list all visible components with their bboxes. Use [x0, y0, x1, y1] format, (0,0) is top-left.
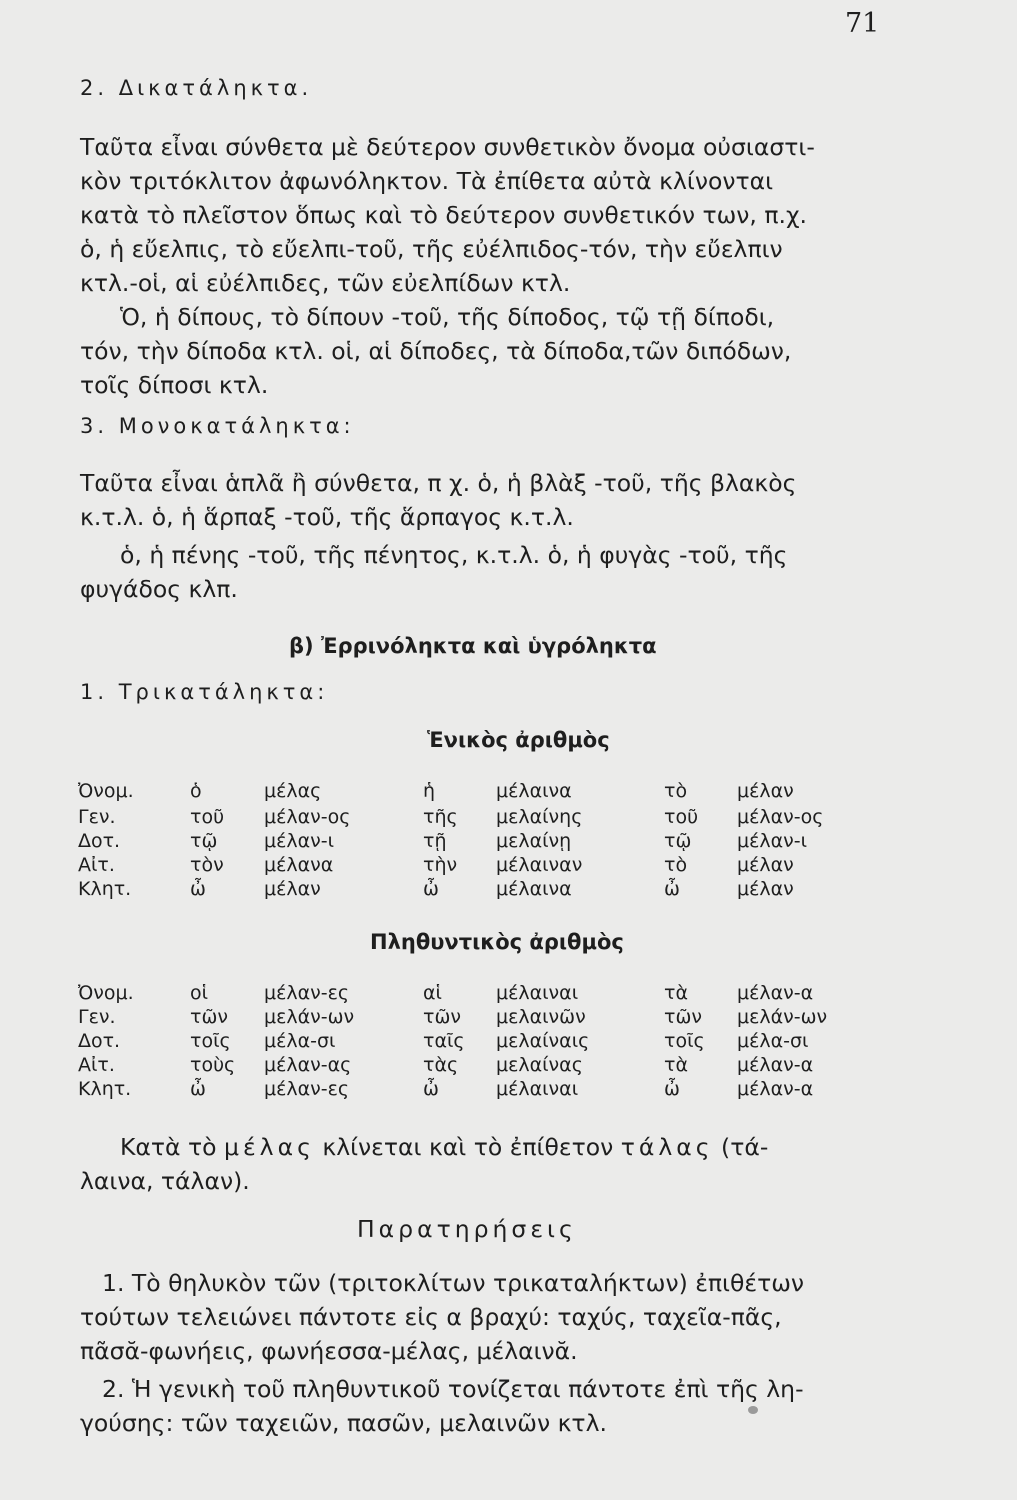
neut-form: μέλαν	[737, 878, 794, 900]
neut-article: τὸ	[664, 854, 688, 876]
ink-spot	[748, 1406, 758, 1414]
observations-heading: Παρατηρήσεις	[357, 1215, 577, 1243]
singular-row-genitive	[0, 806, 1017, 829]
fem-article: τῶν	[423, 1006, 461, 1028]
fem-article: αἱ	[423, 982, 442, 1004]
section-3-line-1: Ταῦτα εἶναι ἁπλᾶ ἢ σύνθετα, π χ. ὁ, ἡ βλὰξ -τοῦ, τῆς βλακὸς	[80, 469, 797, 497]
masc-article: τοὺς	[190, 1054, 236, 1076]
plural-title: Πληθυντικὸς ἀριθμὸς	[370, 930, 624, 954]
observation-line-5: γούσης: τῶν ταχειῶν, πασῶν, μελαινῶν κτλ.	[80, 1409, 607, 1437]
masc-form: μέλα-σι	[264, 1030, 336, 1052]
masc-article: οἱ	[190, 982, 209, 1004]
neut-form: μέλαν	[737, 780, 794, 802]
fem-form: μέλαιναν	[496, 854, 583, 876]
masc-form: μέλαν	[264, 878, 321, 900]
plural-row-vocative	[0, 1078, 1017, 1101]
observation-line-2: τούτων τελειώνει πάντοτε εἰς α βραχύ: ταχύς, ταχεῖα-πᾶς,	[80, 1303, 782, 1331]
masc-form: μέλαν-ι	[264, 830, 335, 852]
neut-article: τὸ	[664, 780, 688, 802]
plural-row-genitive	[0, 1006, 1017, 1029]
neut-article: τοῦ	[664, 806, 699, 828]
fem-form: μέλαινα	[496, 878, 572, 900]
neut-article: τὰ	[664, 982, 688, 1004]
section-2-line-6: Ὁ, ἡ δίπους, τὸ δίπουν -τοῦ, τῆς δίποδος, τῷ τῇ δίποδι,	[120, 303, 775, 331]
neut-form: μέλαν-α	[737, 1078, 814, 1100]
fem-article: τῆς	[423, 806, 458, 828]
fem-form: μελαινῶν	[496, 1006, 586, 1028]
masc-form: μέλαν-ες	[264, 1078, 350, 1100]
fem-form: μελαίναις	[496, 1030, 590, 1052]
observation-line-4: 2. Ἡ γενικὴ τοῦ πληθυντικοῦ τονίζεται πάντοτε ἐπὶ τῆς λη-	[102, 1375, 804, 1403]
fem-form: μέλαιναι	[496, 982, 579, 1004]
fem-article: τῇ	[423, 830, 447, 852]
neut-form: μέλαν-α	[737, 1054, 814, 1076]
fem-form: μελαίνῃ	[496, 830, 572, 852]
fem-article: ἡ	[423, 780, 436, 802]
singular-row-vocative	[0, 878, 1017, 901]
talas-line-2: λαινα, τάλαν).	[80, 1167, 250, 1195]
singular-title: Ἑνικὸς ἀριθμὸς	[427, 728, 610, 752]
fem-form: μελαίνης	[496, 806, 583, 828]
section-2-heading: 2. Δικατάληκτα.	[80, 76, 313, 100]
section-3-heading: 3. Μονοκατάληκτα:	[80, 414, 355, 438]
masc-article: τοῦ	[190, 806, 225, 828]
masc-article: τῶν	[190, 1006, 228, 1028]
masc-form: μέλαν-ας	[264, 1054, 352, 1076]
masc-form: μέλαν-ες	[264, 982, 350, 1004]
singular-row-nominative	[0, 780, 1017, 803]
fem-article: ὦ	[423, 1078, 439, 1100]
observation-line-3: πᾶσᾰ-φωνήεις, φωνήεσσα-μέλας, μέλαινᾰ.	[80, 1337, 578, 1365]
neut-article: τῶν	[664, 1006, 702, 1028]
case-label: Αἰτ.	[78, 1054, 115, 1076]
masc-article: τὸν	[190, 854, 224, 876]
observation-line-1: 1. Τὸ θηλυκὸν τῶν (τριτοκλίτων τρικαταλήκτων) ἐπιθέτων	[102, 1269, 805, 1297]
masc-form: μέλανα	[264, 854, 334, 876]
section-3-line-3: ὁ, ἡ πένης -τοῦ, τῆς πένητος, κ.τ.λ. ὁ, ἡ φυγὰς -τοῦ, τῆς	[120, 541, 788, 569]
talas-word-melas: μέλας	[224, 1133, 315, 1161]
case-label: Γεν.	[78, 1006, 116, 1028]
fem-article: τὰς	[423, 1054, 459, 1076]
case-label: Δοτ.	[78, 1030, 121, 1052]
neut-form: μέλαν-ι	[737, 830, 808, 852]
singular-row-dative	[0, 830, 1017, 853]
masc-article: ὦ	[190, 878, 206, 900]
masc-article: τῷ	[190, 830, 218, 852]
section-2-line-1: Ταῦτα εἶναι σύνθετα μὲ δεύτερον συνθετικὸν ὄνομα οὐσιαστι-	[80, 133, 815, 161]
neut-form: μέλαν-ος	[737, 806, 824, 828]
neut-form: μελάν-ων	[737, 1006, 828, 1028]
section-3-line-2: κ.τ.λ. ὁ, ἡ ἅρπαξ -τοῦ, τῆς ἅρπαγος κ.τ.λ.	[80, 503, 574, 531]
fem-article: τὴν	[423, 854, 458, 876]
plural-row-dative	[0, 1030, 1017, 1053]
case-label: Ὀνομ.	[78, 982, 134, 1004]
case-label: Γεν.	[78, 806, 116, 828]
masc-form: μέλαν-ος	[264, 806, 351, 828]
talas-word-talas: τάλας	[620, 1133, 714, 1161]
case-label: Ὀνομ.	[78, 780, 134, 802]
masc-form: μέλας	[264, 780, 322, 802]
talas-prefix: Κατὰ τὸ	[120, 1133, 225, 1161]
talas-line-1	[120, 1130, 768, 1164]
section-2-line-8: τοῖς δίποσι κτλ.	[80, 371, 269, 399]
section-3-line-4: φυγάδος κλπ.	[80, 575, 238, 603]
section-2-line-5: κτλ.-οἱ, αἱ εὐέλπιδες, τῶν εὐελπίδων κτλ.	[80, 269, 571, 297]
case-label: Αἰτ.	[78, 854, 115, 876]
fem-form: μέλαιναι	[496, 1078, 579, 1100]
talas-suffix: (τά-	[713, 1133, 769, 1161]
neut-form: μέλαν	[737, 854, 794, 876]
case-label: Κλητ.	[78, 878, 132, 900]
section-2-line-2: κὸν τριτόκλιτον ἀφωνόληκτον. Τὰ ἐπίθετα αὐτὰ κλίνονται	[80, 167, 774, 195]
neut-article: τὰ	[664, 1054, 688, 1076]
case-label: Κλητ.	[78, 1078, 132, 1100]
section-2-line-4: ὁ, ἡ εὔελπις, τὸ εὔελπι-τοῦ, τῆς εὐέλπιδος-τόν, τὴν εὔελπιν	[80, 235, 783, 263]
neut-form: μέλα-σι	[737, 1030, 809, 1052]
masc-article: ὦ	[190, 1078, 206, 1100]
neut-article: τοῖς	[664, 1030, 705, 1052]
page-number: 71	[845, 8, 880, 39]
trikatalikta-heading: 1. Τρικατάληκτα:	[80, 680, 329, 704]
neut-article: ὦ	[664, 878, 680, 900]
neut-article: τῷ	[664, 830, 692, 852]
section-2-line-7: τόν, τὴν δίποδα κτλ. οἱ, αἱ δίποδες, τὰ δίποδα,τῶν διπόδων,	[80, 337, 792, 365]
talas-middle: κλίνεται καὶ τὸ ἐπίθετον	[314, 1133, 621, 1161]
masc-form: μελάν-ων	[264, 1006, 355, 1028]
plural-row-nominative	[0, 982, 1017, 1005]
masc-article: τοῖς	[190, 1030, 231, 1052]
neut-form: μέλαν-α	[737, 982, 814, 1004]
fem-article: ταῖς	[423, 1030, 465, 1052]
case-label: Δοτ.	[78, 830, 121, 852]
plural-row-accusative	[0, 1054, 1017, 1077]
masc-article: ὁ	[190, 780, 202, 802]
section-2-line-3: κατὰ τὸ πλεῖστον ὅπως καὶ τὸ δεύτερον συνθετικόν των, π.χ.	[80, 201, 807, 229]
singular-row-accusative	[0, 854, 1017, 877]
fem-article: ὦ	[423, 878, 439, 900]
fem-form: μέλαινα	[496, 780, 572, 802]
fem-form: μελαίνας	[496, 1054, 583, 1076]
beta-section-heading: β) Ἐρρινόληκτα καὶ ὑγρόληκτα	[289, 634, 657, 658]
neut-article: ὦ	[664, 1078, 680, 1100]
